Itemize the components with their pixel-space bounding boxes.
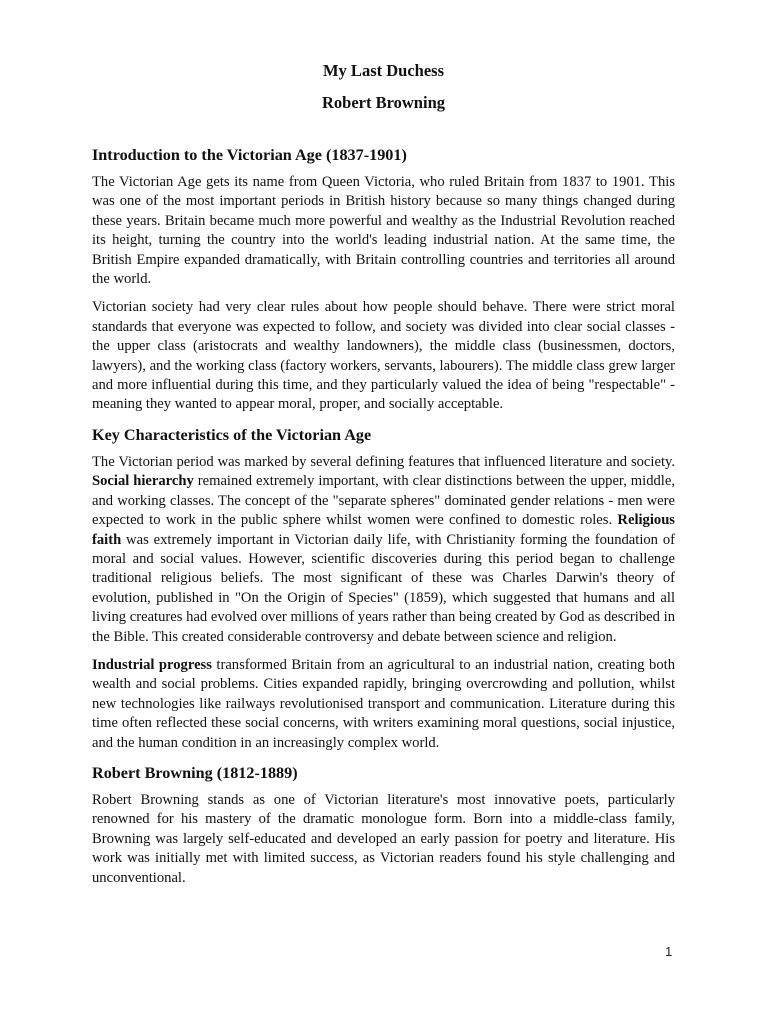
bold-religious-faith: Religious faith <box>92 512 675 548</box>
document-page <box>92 60 675 888</box>
heading-victorian-intro: Introduction to the Victorian Age (1837-1901) <box>92 146 407 164</box>
page-number: 1 <box>665 944 673 959</box>
paragraph-intro-1: The Victorian Age gets its name from Queen Victoria, who ruled Britain from 1837 to 1901. This was one of the most important periods in British history because so many things changed during these years. Britain became much more powerful and wealthy as the Industrial Revolution reached its height, turning the country into the world's leading industrial nation. At the same time, the British Empire expanded dramatically, with Britain controlling countries and territories all around the world. <box>92 174 675 288</box>
author-name: Robert Browning <box>322 93 445 112</box>
text-segment: remained extremely important, with clear distinctions between the upper, middle, and working classes. The concept of the "separate spheres" dominated gender relations - men were expected to work in the public sphere whilst women were confined to domestic roles. <box>92 473 675 529</box>
bold-social-hierarchy: Social hierarchy <box>92 473 194 490</box>
heading-key-characteristics: Key Characteristics of the Victorian Age <box>92 425 372 444</box>
text-segment: transformed Britain from an agricultural to an industrial nation, creating both wealth and social problems. Cities expanded rapidly, bringing overcrowding and pollution, whilst new technologies like railways revolutionised transport and communication. Literature during this time often reflected these social concerns, with writers examining moral questions, social injustice, and the human condition in an increasingly complex world. <box>92 656 675 751</box>
bold-industrial-progress: Industrial progress <box>92 656 212 673</box>
page-title: My Last Duchess <box>322 61 444 80</box>
text-segment: was extremely important in Victorian daily life, with Christianity forming the foundation of moral and social values. However, scientific discoveries during this period began to challenge traditional religious beliefs. The most significant of these was Charles Darwin's theory of evolution, published in "On the Origin of Species" (1859), which suggested that humans and all living creatures had evolved over millions of years rather than being created by God as described in the Bible. This created considerable controversy and debate between science and religion. <box>92 531 675 645</box>
paragraph-characteristics-1 <box>92 453 675 647</box>
paragraph-browning-1: Robert Browning stands as one of Victorian literature's most innovative poets, particularly renowned for his mastery of the dramatic monologue form. Born into a middle-class family, Browning was largely self-educated and developed an early passion for poetry and literature. His work was initially met with limited success, as Victorian readers found his style challenging and unconventional. <box>92 791 675 886</box>
paragraph-characteristics-2 <box>92 656 675 753</box>
paragraph-intro-2: Victorian society had very clear rules about how people should behave. There were strict moral standards that everyone was expected to follow, and society was divided into clear social classes - the upper class (aristocrats and wealthy landowners), the middle class (businessmen, doctors, lawyers), and the working class (factory workers, servants, labourers). The middle class grew larger and more influential during this time, and they particularly valued the idea of being "respectable" - meaning they wanted to appear moral, proper, and socially acceptable. <box>92 299 675 413</box>
heading-robert-browning: Robert Browning (1812-1889) <box>92 763 298 782</box>
text-segment: The Victorian period was marked by several defining features that influenced literature and society. <box>92 453 675 470</box>
